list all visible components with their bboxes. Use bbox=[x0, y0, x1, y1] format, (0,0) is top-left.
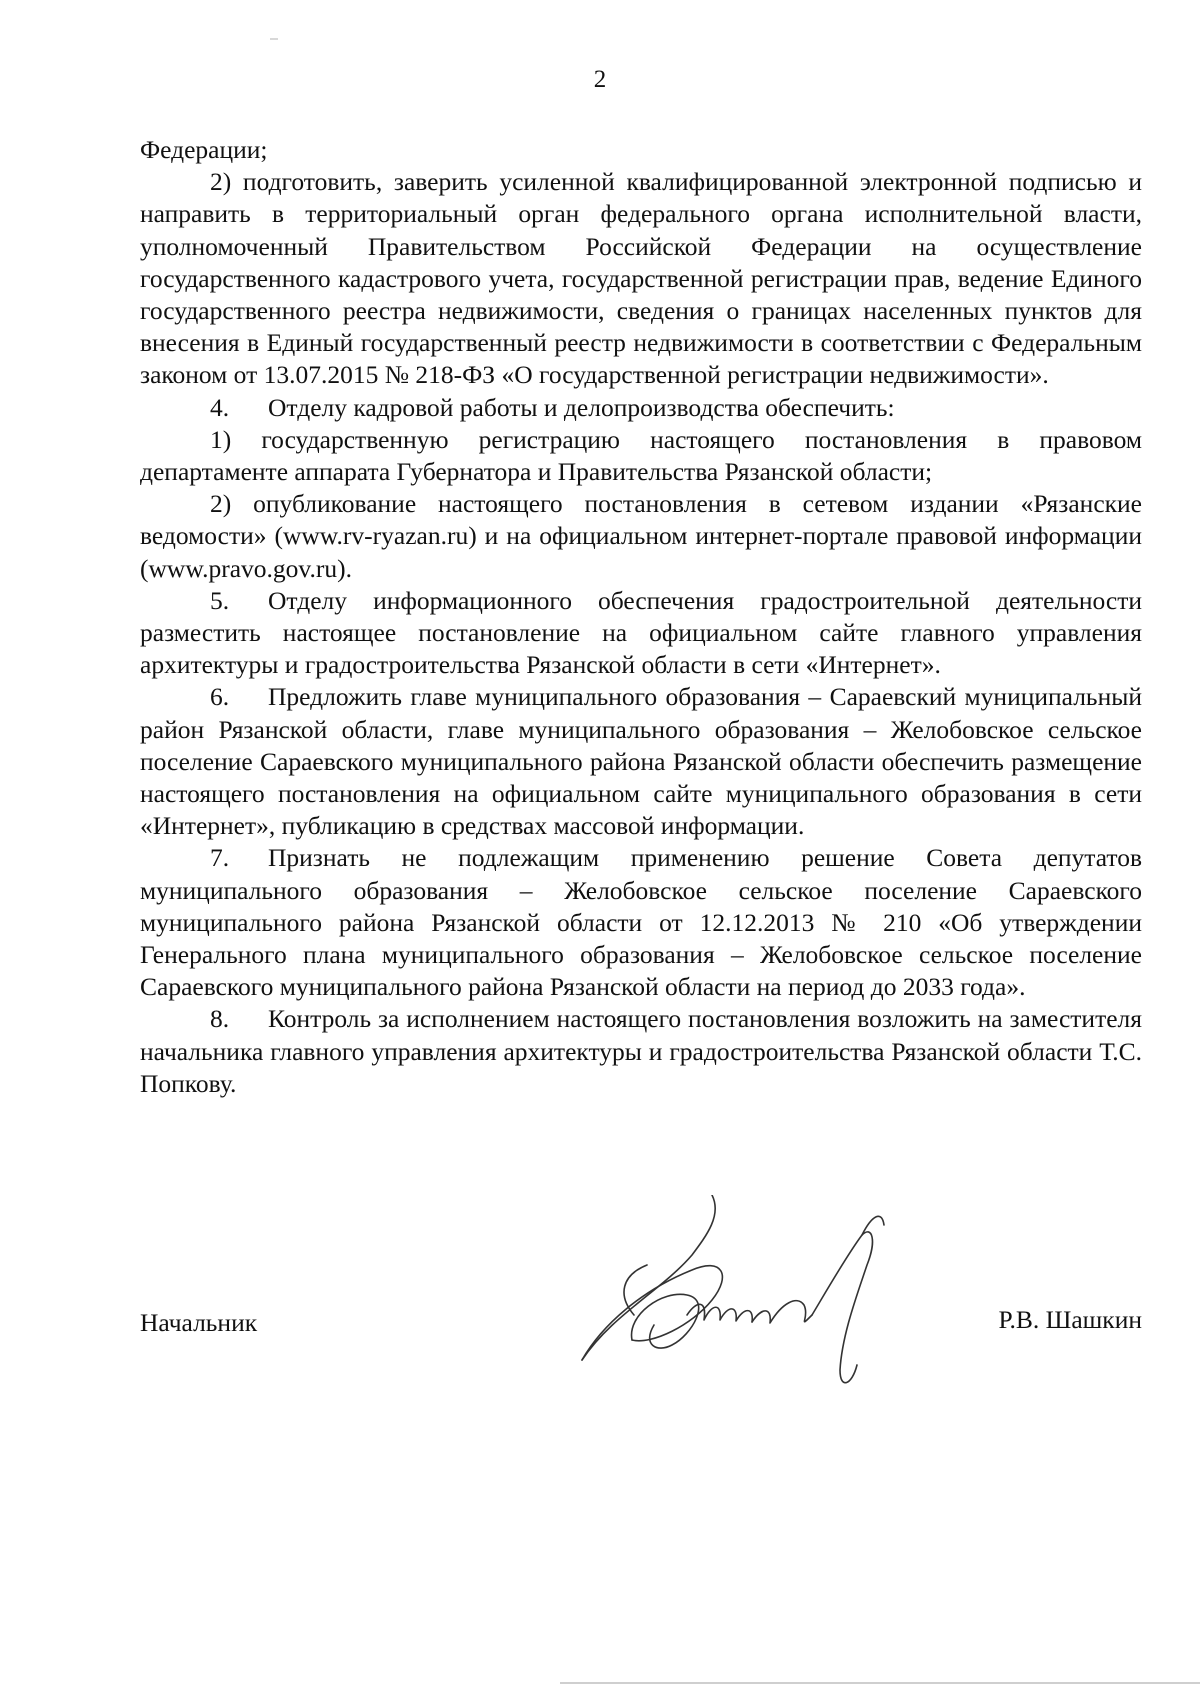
document-body bbox=[140, 134, 1142, 1100]
page-number: 2 bbox=[593, 66, 607, 93]
item-number: 5. bbox=[210, 585, 230, 615]
item-text: Отделу кадровой работы и делопроизводства обеспечить: bbox=[268, 392, 895, 422]
paragraph-item-5 bbox=[140, 585, 1142, 682]
item-text: Признать не подлежащим применению решение Совета депутатов муниципального образования – Желобовское сельское поселение Сараевского муниципального района Рязанской области от 12.12.2013 № 210 «Об утверждении Генерального плана муниципального образования – Желобовское сельское поселение Сараевского муниципального района Рязанской области на период до 2033 года». bbox=[140, 843, 1142, 1002]
signatory-title: Начальник bbox=[140, 1308, 258, 1337]
item-text: Отделу информационного обеспечения градостроительной деятельности разместить настоящее постановление на официальном сайте главного управления архитектуры и градостроительства Рязанской области в сети «Интернет». bbox=[140, 585, 1142, 680]
signatory-name: Р.В. Шашкин bbox=[998, 1305, 1142, 1334]
paragraph-item-7 bbox=[140, 842, 1142, 1003]
paragraph-subitem: 2) опубликование настоящего постановления в сетевом издании «Рязанские ведомости» (www.rv-ryazan.ru) и на официальном интернет-портале правовой информации (www.pravo.gov.ru). bbox=[140, 489, 1142, 583]
handwritten-signature bbox=[572, 1195, 922, 1395]
paragraph-subitem: 2) подготовить, заверить усиленной квалифицированной электронной подписью и направить в территориальный орган федерального органа исполнительной власти, уполномоченный Правительством Российской Федерации на осуществление государственного кадастрового учета, государственной регистрации прав, ведение Единого государственного реестра недвижимости, сведения о границах населенных пунктов для внесения в Единый государственный реестр недвижимости в соответствии с Федеральным законом от 13.07.2015 № 218-ФЗ «О государственной регистрации недвижимости». bbox=[140, 167, 1142, 390]
paragraph-item-6 bbox=[140, 681, 1142, 842]
item-number: 7. bbox=[210, 843, 230, 873]
item-number: 8. bbox=[210, 1004, 230, 1034]
item-number: 4. bbox=[210, 392, 230, 422]
item-number: 6. bbox=[210, 682, 230, 712]
item-text: Контроль за исполнением настоящего постановления возложить на заместителя начальника главного управления архитектуры и градостроительства Рязанской области Т.С. Попкову. bbox=[140, 1004, 1142, 1098]
paragraph-item-4 bbox=[140, 392, 1142, 424]
scan-edge-line bbox=[560, 1682, 1200, 1684]
paragraph-subitem: 1) государственную регистрацию настоящего постановления в правовом департаменте аппарата Губернатора и Правительства Рязанской области; bbox=[140, 424, 1142, 487]
item-text: Предложить главе муниципального образования – Сараевский муниципальный район Рязанской области, главе муниципального образования – Желобовское сельское поселение Сараевского муниципального района Рязанской области обеспечить размещение настоящего постановления на официальном сайте муниципального образования в сети «Интернет», публикацию в средствах массовой информации. bbox=[140, 682, 1142, 841]
paragraph-item-8 bbox=[140, 1003, 1142, 1100]
paragraph-continuation: Федерации; bbox=[140, 135, 268, 164]
scan-artifact bbox=[270, 38, 278, 40]
